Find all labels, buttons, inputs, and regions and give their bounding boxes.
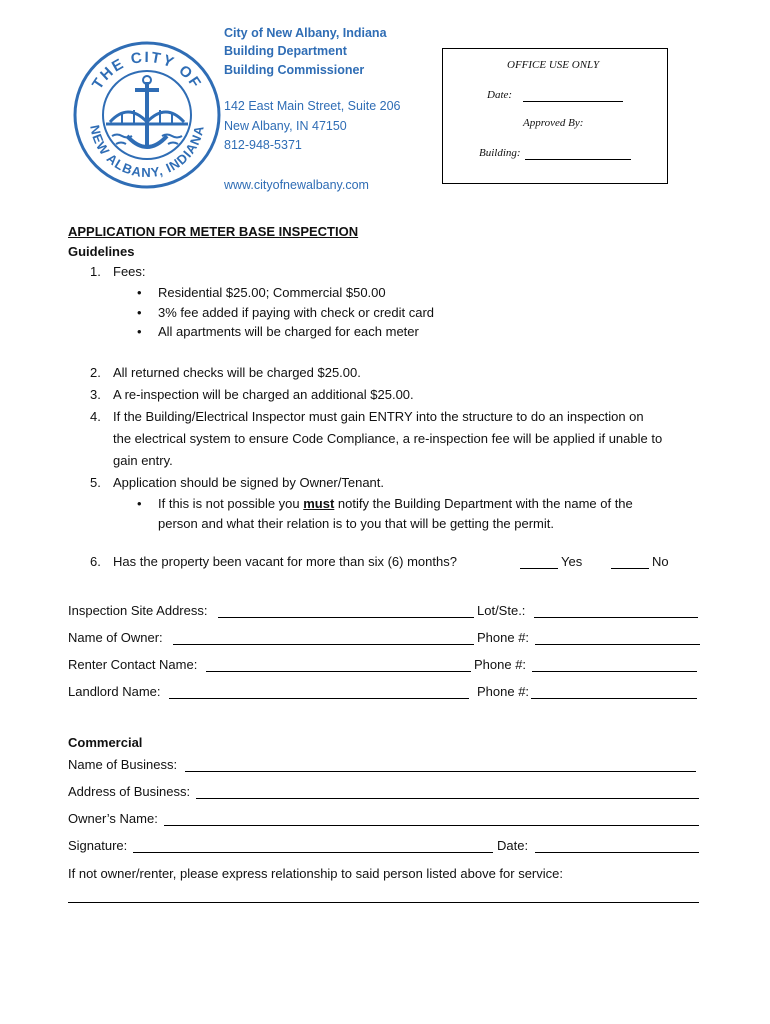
owner-name-label: Name of Owner: [68, 630, 163, 645]
phone-2-label: Phone #: [474, 657, 527, 672]
phone-1-field[interactable] [535, 644, 700, 645]
landlord-label: Landlord Name: [68, 684, 161, 699]
lot-field[interactable] [534, 617, 698, 618]
phone-number: 812-948-5371 [224, 138, 302, 152]
no-label: No [652, 554, 669, 569]
svg-text:THE CITY OF: THE CITY OF [88, 48, 206, 93]
business-name-field[interactable] [185, 771, 696, 772]
landlord-field[interactable] [169, 698, 469, 699]
relationship-field[interactable] [68, 902, 699, 903]
office-date-line [523, 101, 623, 102]
business-address-field[interactable] [196, 798, 699, 799]
lot-label: Lot/Ste.: [477, 603, 526, 618]
commissioner-title: Building Commissioner [224, 63, 365, 77]
owners-name-label: Owner’s Name: [68, 811, 158, 826]
office-use-box [442, 48, 668, 184]
city-seal-logo [72, 40, 222, 190]
svg-text:NEW ALBANY, INDIANA: NEW ALBANY, INDIANA [87, 123, 207, 181]
phone-3-field[interactable] [531, 698, 697, 699]
guideline-3-text: A re-inspection will be charged an additional $25.00. [113, 387, 414, 402]
fee-bullet-3: All apartments will be charged for each meter [158, 324, 419, 339]
city-state-zip: New Albany, IN 47150 [224, 119, 347, 133]
guideline-5-number: 5. [90, 475, 101, 490]
guideline-2-number: 2. [90, 365, 101, 380]
owners-name-field[interactable] [164, 825, 699, 826]
guideline-4-line-3: gain entry. [113, 453, 173, 468]
business-address-label: Address of Business: [68, 784, 191, 799]
guideline-5-bullet: If this is not possible you must notify the Building Department with the name of the [158, 496, 633, 511]
signature-field[interactable] [133, 852, 493, 853]
fee-bullet-1: Residential $25.00; Commercial $50.00 [158, 285, 386, 300]
department-name: Building Department [224, 44, 347, 58]
yes-label: Yes [561, 554, 583, 569]
bullet-icon: • [137, 305, 142, 320]
site-address-label: Inspection Site Address: [68, 603, 208, 618]
form-title: APPLICATION FOR METER BASE INSPECTION [68, 224, 359, 239]
guideline-5-text: Application should be signed by Owner/Tenant. [113, 475, 385, 490]
office-building-label: Building: [479, 147, 521, 159]
city-name: City of New Albany, Indiana [224, 26, 387, 40]
yes-checkbox-line[interactable] [520, 568, 558, 569]
guideline-6-number: 6. [90, 554, 101, 569]
business-name-label: Name of Business: [68, 757, 178, 772]
date-label: Date: [497, 838, 529, 853]
office-building-line [525, 159, 631, 160]
guideline-4-number: 4. [90, 409, 101, 424]
guideline-2-text: All returned checks will be charged $25.00. [113, 365, 361, 380]
guideline-1-number: 1. [90, 264, 101, 279]
street-address: 142 East Main Street, Suite 206 [224, 99, 401, 113]
bullet-icon: • [137, 324, 142, 339]
office-date-label: Date: [487, 89, 513, 101]
site-address-field[interactable] [218, 617, 474, 618]
bullet-icon: • [137, 496, 142, 511]
guideline-1-text: Fees: [113, 264, 146, 279]
must-emphasis: must [303, 496, 335, 511]
relationship-question: If not owner/renter, please express relationship to said person listed above for service: [68, 866, 563, 881]
bullet-icon: • [137, 285, 142, 300]
guideline-3-number: 3. [90, 387, 101, 402]
office-approved-label: Approved By: [523, 117, 584, 129]
fee-bullet-2: 3% fee added if paying with check or credit card [158, 305, 435, 320]
guidelines-heading: Guidelines [68, 244, 135, 259]
date-field[interactable] [535, 852, 699, 853]
website-link[interactable]: www.cityofnewalbany.com [224, 178, 369, 192]
no-checkbox-line[interactable] [611, 568, 649, 569]
phone-1-label: Phone #: [477, 630, 530, 645]
owner-name-field[interactable] [173, 644, 474, 645]
renter-label: Renter Contact Name: [68, 657, 198, 672]
guideline-5-bullet-line-2: person and what their relation is to you that will be getting the permit. [158, 516, 554, 531]
signature-label: Signature: [68, 838, 128, 853]
phone-3-label: Phone #: [477, 684, 530, 699]
phone-2-field[interactable] [532, 671, 697, 672]
renter-field[interactable] [206, 671, 471, 672]
commercial-heading: Commercial [68, 735, 143, 750]
guideline-4-line-1: If the Building/Electrical Inspector must gain ENTRY into the structure to do an inspection on [113, 409, 644, 424]
guideline-4-line-2: the electrical system to ensure Code Compliance, a re-inspection fee will be applied if unable to [113, 431, 663, 446]
vacancy-question: Has the property been vacant for more than six (6) months? [113, 554, 457, 569]
office-use-title: OFFICE USE ONLY [507, 59, 600, 71]
